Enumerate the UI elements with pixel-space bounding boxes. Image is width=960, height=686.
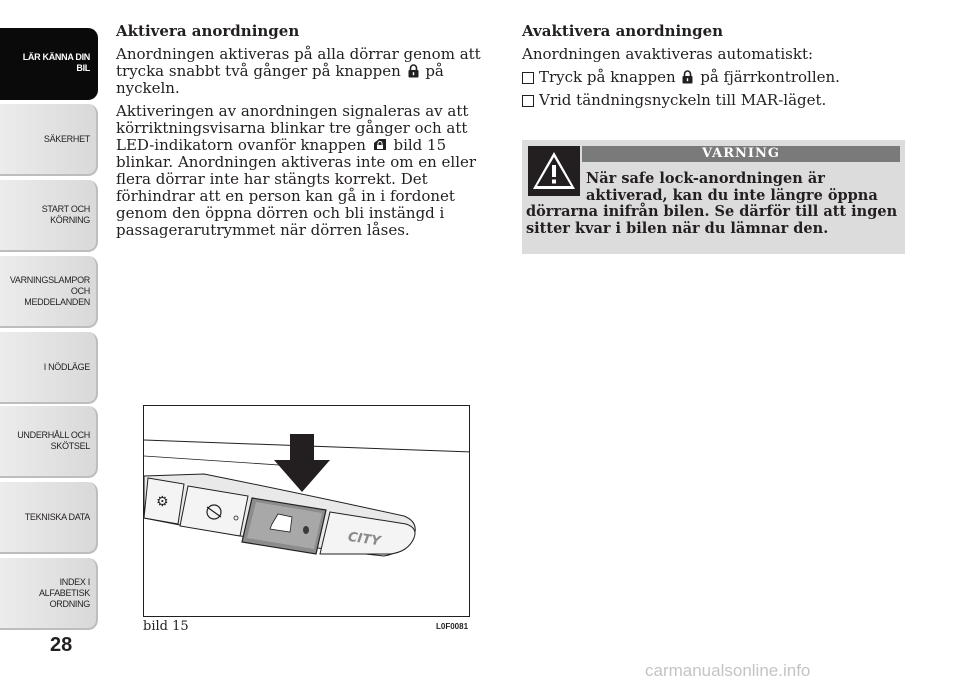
tab-i-nodlage[interactable]: I NÖDLÄGE xyxy=(0,332,98,404)
warning-line: dörrarna inifrån bilen. Se därför till att ingen sitter kvar i bilen när du lämnar den. xyxy=(526,203,898,237)
figure-15 xyxy=(143,405,470,617)
text-segment: på nyckeln. xyxy=(116,62,444,97)
figure-code: L0F0081 xyxy=(436,622,469,631)
left-column xyxy=(116,22,486,245)
page-number: 28 xyxy=(50,634,73,656)
warning-line: När safe lock-anordningen är xyxy=(586,170,825,187)
tab-sakerhet[interactable]: SÄKERHET xyxy=(0,104,98,176)
svg-text:⚙: ⚙ xyxy=(156,494,169,510)
figure-caption: bild 15 xyxy=(143,619,189,634)
tab-lar-kanna-din-bil[interactable]: LÄR KÄNNA DIN BIL xyxy=(0,28,98,100)
checkbox-bullet xyxy=(522,95,534,107)
paragraph-activate xyxy=(116,46,486,97)
list-item xyxy=(522,92,907,109)
safe-lock-button-illustration xyxy=(144,406,470,617)
city-button-label: CITY xyxy=(346,529,382,550)
warning-text xyxy=(526,171,902,237)
chapter-sidebar xyxy=(0,0,100,686)
warning-line: aktiverad, kan du inte längre öppna xyxy=(586,186,878,204)
text-segment: Vrid tändningsnyckeln till MAR-läget. xyxy=(539,91,827,109)
list-item xyxy=(522,69,907,86)
tab-underhall[interactable]: UNDERHÅLL OCH SKÖTSEL xyxy=(0,406,98,478)
tab-tekniska-data[interactable]: TEKNISKA DATA xyxy=(0,482,98,554)
lock-icon xyxy=(408,64,419,78)
section-heading-deactivate: Avaktivera anordningen xyxy=(522,22,724,40)
tab-index[interactable]: INDEX I ALFABETISK ORDNING xyxy=(0,558,98,630)
door-lock-icon xyxy=(373,138,387,152)
down-arrow-icon xyxy=(274,434,330,492)
paragraph-deactivate-intro: Anordningen avaktiveras automatiskt: xyxy=(522,45,814,63)
paragraph-signal xyxy=(116,103,486,239)
watermark: carmanualsonline.info xyxy=(645,661,811,680)
right-column xyxy=(522,22,907,115)
warning-title: VARNING xyxy=(582,146,900,162)
tab-start-och-korning[interactable]: START OCH KÖRNING xyxy=(0,180,98,252)
text-segment: Aktiveringen av anordningen signaleras av att körriktningsvisarna blinkar tre gånger och att LED-indikatorn ovanför knappen xyxy=(116,102,469,154)
text-segment: på fjärrkontrollen. xyxy=(700,68,840,86)
checkbox-bullet xyxy=(522,72,534,84)
section-heading-activate: Aktivera anordningen xyxy=(116,22,300,40)
text-segment: bild 15 blinkar. Anordningen aktiveras inte om en eller flera dörrar inte har stängts korrekt. Det förhindrar att en person kan gå in i fordonet genom den öppna dörren och bli instängd i passagerarutrymmet när dörren låses. xyxy=(116,136,477,239)
lock-icon xyxy=(682,70,693,84)
text-segment: Tryck på knappen xyxy=(539,68,676,86)
tab-varningslampor[interactable]: VARNINGSLAMPOR OCH MEDDELANDEN xyxy=(0,256,98,328)
warning-box xyxy=(522,140,905,254)
text-segment: Anordningen aktiveras på alla dörrar genom att trycka snabbt två gånger på knappen xyxy=(116,45,481,80)
